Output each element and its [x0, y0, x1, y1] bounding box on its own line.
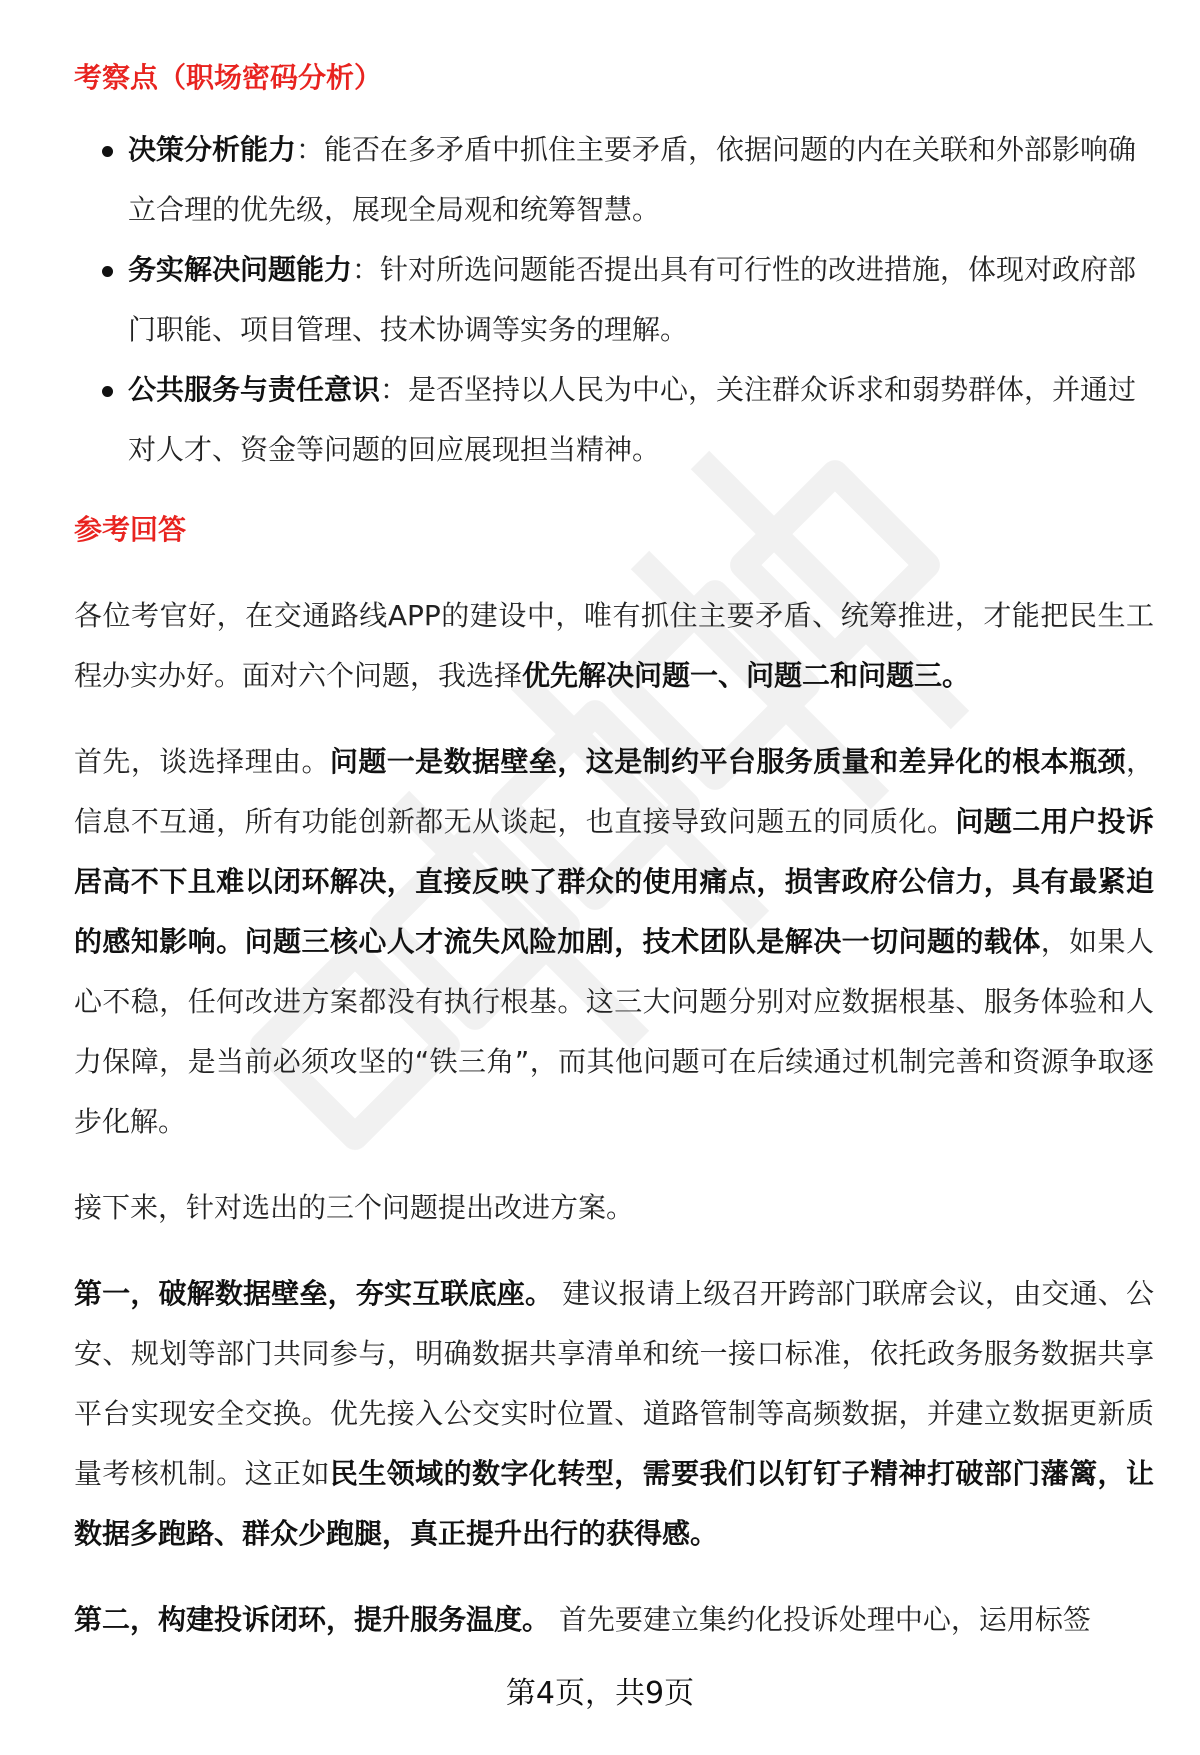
list-item — [74, 360, 1154, 480]
answer-paragraph-intro — [74, 586, 1154, 706]
paragraph-emphasis: 问题二用户投诉居高不下且难以闭环解决，直接反映了群众的使用痛点，损害政府公信力，具有最紧迫的感知影响。问题三核心人才流失风险加剧，技术团队是解决一切问题的载体 — [74, 805, 1154, 958]
page-number: 第4页，共9页 — [505, 1676, 695, 1711]
answer-paragraph-second-measure — [74, 1590, 1154, 1650]
paragraph-text: 首先，谈选择理由。 — [74, 745, 330, 778]
paragraph-text: 首先要建立集约化投诉处理中心，运用标签 — [550, 1603, 1091, 1636]
paragraph-emphasis: 优先解决问题一、问题二和问题三。 — [522, 659, 971, 692]
bullet-dot-icon — [102, 266, 113, 277]
paragraph-text: 建议报请上级召开跨部门联席会议，由交通、公安、规划等部门共同参与，明确数据共享清单和统一接口标准，依托政务服务数据共享平台实现安全交换。优先接入公交实时位置、道路管制等高频数据，并建立数据更新质量考核机制。这正如 — [74, 1277, 1154, 1490]
bullet-label: 决策分析能力 — [128, 133, 297, 166]
paragraph-text: ，如果人心不稳，任何改进方案都没有执行根基。这三大问题分别对应数据根基、服务体验和人力保障，是当前必须攻坚的“铁三角”，而其他问题可在后续通过机制完善和资源争取逐步化解。 — [74, 925, 1154, 1138]
paragraph-text: 各位考官好，在交通路线APP的建设中，唯有抓住主要矛盾、统筹推进，才能把民生工程办实办好。面对六个问题，我选择 — [74, 599, 1154, 692]
paragraph-emphasis: 民生领域的数字化转型，需要我们以钉钉子精神打破部门藩篱，让数据多跑路、群众少跑腿，真正提升出行的获得感。 — [74, 1457, 1154, 1550]
paragraph-emphasis: 问题一是数据壁垒，这是制约平台服务质量和差异化的根本瓶颈 — [329, 745, 1126, 778]
bullet-text: ：能否在多矛盾中抓住主要矛盾，依据问题的内在关联和外部影响确立合理的优先级，展现全局观和统筹智慧。 — [128, 133, 1137, 226]
bullet-text: ：针对所选问题能否提出具有可行性的改进措施，体现对政府部门职能、项目管理、技术协调等实务的理解。 — [128, 253, 1137, 346]
paragraph-text: ，信息不互通，所有功能创新都无从谈起，也直接导致问题五的同质化。 — [74, 745, 1154, 838]
bullet-text: ：是否坚持以人民为中心，关注群众诉求和弱势群体，并通过对人才、资金等问题的回应展现担当精神。 — [128, 373, 1137, 466]
answer-paragraph-reasons — [74, 732, 1154, 1152]
list-item — [74, 120, 1154, 240]
answer-paragraph-transition: 接下来，针对选出的三个问题提出改进方案。 — [74, 1191, 635, 1224]
section-title-assessment: 考察点（职场密码分析） — [74, 61, 383, 94]
assessment-bullet-list — [74, 120, 1154, 480]
bullet-dot-icon — [102, 146, 113, 157]
list-item — [74, 240, 1154, 360]
answer-paragraph-first-measure — [74, 1264, 1154, 1564]
paragraph-emphasis: 第二，构建投诉闭环，提升服务温度。 — [74, 1603, 551, 1636]
bullet-label: 公共服务与责任意识 — [128, 373, 381, 406]
section-title-reference-answer: 参考回答 — [74, 513, 187, 546]
bullet-label: 务实解决问题能力 — [128, 253, 353, 286]
bullet-dot-icon — [102, 386, 113, 397]
page-content — [74, 58, 1154, 1676]
paragraph-emphasis: 第一，破解数据壁垒，夯实互联底座。 — [74, 1277, 554, 1310]
